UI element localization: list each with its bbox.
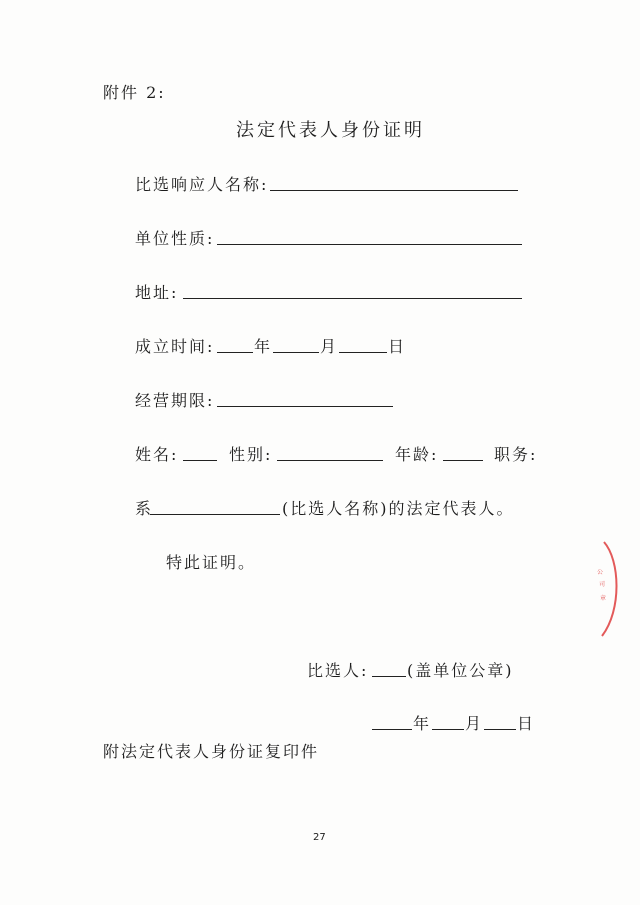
term-label: 经营期限:	[135, 391, 215, 410]
established-month-blank[interactable]	[273, 352, 319, 353]
page-title: 法定代表人身份证明	[236, 120, 425, 141]
gender-blank[interactable]	[277, 460, 383, 461]
sign-month-blank[interactable]	[432, 729, 464, 730]
svg-text:章: 章	[600, 595, 607, 602]
bidder-signature-label: 比选人:	[307, 661, 369, 680]
attachment-note: 附法定代表人身份证复印件	[103, 742, 320, 761]
unit-nature-blank[interactable]	[217, 244, 522, 245]
page-number: 27	[313, 832, 326, 843]
svg-text:司: 司	[599, 581, 606, 588]
bidder-name-blank[interactable]	[270, 190, 518, 191]
bidder-signature-blank[interactable]	[372, 676, 406, 677]
relation-blank[interactable]	[150, 514, 280, 515]
established-day-unit: 日	[388, 337, 407, 356]
age-label: 年龄:	[395, 445, 439, 464]
sign-year-unit: 年	[413, 714, 432, 733]
address-blank[interactable]	[183, 298, 522, 299]
seal-stamp-fragment	[590, 540, 640, 640]
sign-day-unit: 日	[517, 714, 536, 733]
svg-text:公: 公	[597, 569, 604, 576]
established-month-unit: 月	[320, 337, 339, 356]
sign-day-blank[interactable]	[484, 729, 516, 730]
relation-suffix: (比选人名称)的法定代表人。	[282, 499, 515, 518]
attachment-label: 附件 2:	[103, 83, 166, 102]
established-day-blank[interactable]	[339, 352, 387, 353]
gender-label: 性别:	[229, 445, 273, 464]
established-label: 成立时间:	[135, 337, 215, 356]
name-label: 姓名:	[135, 445, 179, 464]
position-label: 职务:	[494, 445, 538, 464]
sign-month-unit: 月	[465, 714, 484, 733]
established-year-unit: 年	[254, 337, 273, 356]
age-blank[interactable]	[443, 460, 483, 461]
term-blank[interactable]	[217, 406, 393, 407]
established-year-blank[interactable]	[217, 352, 253, 353]
name-blank[interactable]	[183, 460, 217, 461]
address-label: 地址:	[135, 283, 179, 302]
bidder-name-label: 比选响应人名称:	[135, 175, 269, 194]
relation-prefix: 系	[135, 499, 154, 518]
certify-text: 特此证明。	[166, 553, 257, 572]
seal-note: (盖单位公章)	[407, 661, 514, 680]
sign-year-blank[interactable]	[372, 729, 412, 730]
unit-nature-label: 单位性质:	[135, 229, 215, 248]
